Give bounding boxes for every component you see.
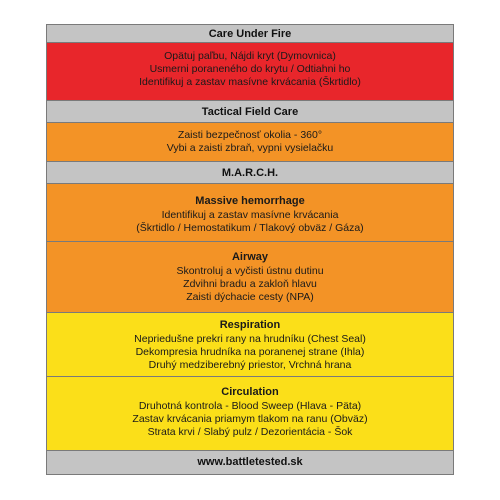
circulation-line: Zastav krvácania priamym tlakom na ranu (Obväz)	[132, 413, 368, 425]
airway-line: Zdvihni bradu a zakloň hlavu	[183, 278, 317, 290]
respiration-line: Dekompresia hrudníka na poranenej strane (Ihla)	[135, 346, 365, 358]
respiration-line: Druhý medziberebný priestor, Vrchná hrana	[148, 359, 352, 371]
care-under-fire-line: Identifikuj a zastav masívne krvácania (Škrtidlo)	[139, 76, 361, 88]
care-under-fire-header: Care Under Fire	[47, 25, 453, 43]
footer-website: www.battletested.sk	[47, 451, 453, 474]
circulation-title: Circulation	[221, 386, 279, 398]
march-header: M.A.R.C.H.	[47, 162, 453, 184]
circulation-line: Strata krvi / Slabý pulz / Dezorientácia - Šok	[147, 426, 353, 438]
circulation-section	[47, 377, 453, 451]
respiration-section	[47, 313, 453, 377]
massive-hemorrhage-line: (Škrtidlo / Hemostatikum / Tlakový obväz / Gáza)	[136, 222, 364, 234]
care-under-fire-line: Usmerni poraneného do krytu / Odtiahni ho	[149, 63, 351, 75]
respiration-line: Nepriedušne prekri rany na hrudníku (Chest Seal)	[134, 333, 366, 345]
massive-hemorrhage-title: Massive hemorrhage	[195, 195, 305, 207]
care-under-fire-section	[47, 43, 453, 101]
airway-title: Airway	[231, 251, 269, 263]
airway-line: Skontroluj a vyčisti ústnu dutinu	[176, 265, 324, 277]
tactical-field-care-line: Vybi a zaisti zbraň, vypni vysielačku	[166, 142, 334, 154]
respiration-title: Respiration	[219, 319, 281, 331]
massive-hemorrhage-section	[47, 184, 453, 242]
airway-section	[47, 242, 453, 313]
tactical-field-care-section	[47, 123, 453, 162]
tccc-card	[46, 24, 454, 475]
tactical-field-care-header: Tactical Field Care	[47, 101, 453, 123]
massive-hemorrhage-line: Identifikuj a zastav masívne krvácania	[161, 209, 339, 221]
care-under-fire-line: Opätuj paľbu, Nájdi kryt (Dymovnica)	[164, 50, 336, 62]
airway-line: Zaisti dýchacie cesty (NPA)	[186, 291, 314, 303]
tactical-field-care-line: Zaisti bezpečnosť okolia - 360°	[177, 129, 323, 141]
circulation-line: Druhotná kontrola - Blood Sweep (Hlava - Päta)	[138, 400, 362, 412]
